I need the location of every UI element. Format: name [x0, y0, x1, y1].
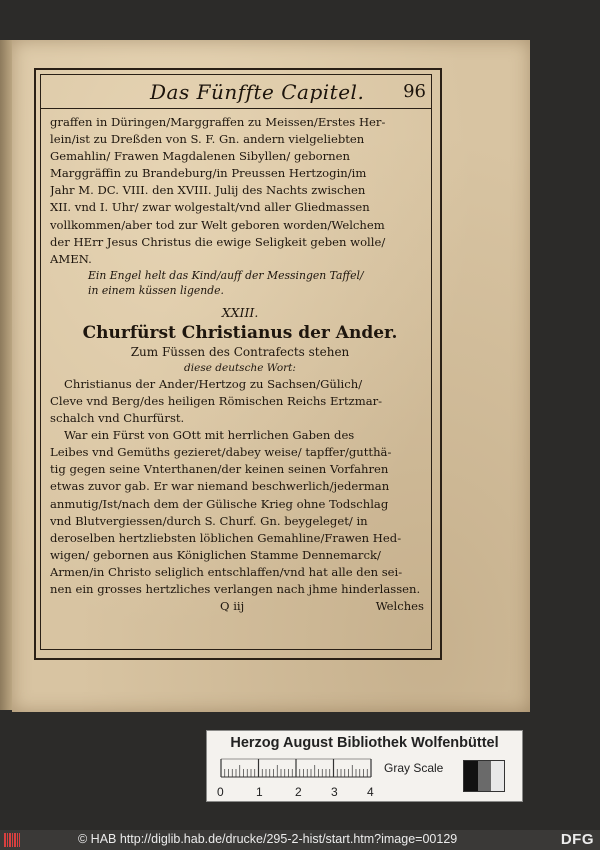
caption-line: Ein Engel helt das Kind/auff der Messingen Taffel/ [88, 268, 364, 282]
text-line: Marggräffin zu Brandeburg/in Preussen Hertzogin/im [50, 166, 367, 181]
ruler-number: 3 [331, 785, 338, 799]
barcode-icon [4, 833, 20, 847]
text-line: nen ein grosses hertzliches verlangen nach jhme hinderlassen. [50, 581, 421, 596]
text-line: anmutig/Ist/nach dem der Gülische Krieg ohne Todschlag [50, 496, 389, 511]
section-number: XXIII. [221, 304, 259, 320]
text-line: War ein Fürst von GOtt mit herrlichen Gaben des [64, 428, 355, 443]
ruler-number: 4 [367, 785, 374, 799]
section-subtitle: Zum Füssen des Contrafects stehen [130, 344, 350, 359]
ruler-number: 2 [295, 785, 302, 799]
text-line: Cleve vnd Berg/des heiligen Römischen Reichs Ertzmar- [50, 393, 383, 408]
text-line: deroselben hertzliebsten löblichen Gemahline/Frawen Hed- [50, 530, 402, 545]
signature-mark: Q iij [220, 599, 245, 614]
header-rule [40, 108, 432, 109]
dfg-logo: DFG [560, 831, 594, 848]
text-line: Leibes vnd Gemüths gezieret/dabey weise/ tapffer/gutthä- [50, 445, 392, 460]
text-line: etwas zuvor gab. Er war niemand beschwerlich/jederman [50, 479, 390, 494]
gray-swatch [478, 761, 491, 791]
page-number: 96 [403, 81, 426, 102]
text-line: lein/ist zu Dreßden von S. F. Gn. andern vielgeliebten [50, 132, 365, 147]
text-line: Christianus der Ander/Hertzog zu Sachsen/Gülich/ [64, 376, 363, 391]
text-line: Jahr M. DC. VIII. den XVIII. Julij des Nachts zwischen [50, 183, 366, 198]
text-line: schalch vnd Churfürst. [50, 411, 185, 426]
section-title: Churfürst Christianus der Ander. [82, 322, 398, 343]
text-line: vnd Blutvergiessen/durch S. Churf. Gn. beygeleget/ in [50, 513, 368, 528]
text-line: AMEN. [50, 251, 92, 266]
viewer-footer [0, 830, 600, 850]
text-line: wigen/ gebornen aus Königlichen Stamme Dennemarck/ [50, 547, 381, 562]
catchword: Welches [375, 599, 424, 614]
page-text [50, 114, 430, 615]
caption-line: in einem küssen ligende. [88, 283, 224, 297]
text-line: graffen in Düringen/Marggraffen zu Meissen/Erstes Her- [50, 115, 386, 129]
color-scale-card [206, 730, 523, 802]
text-line: tig gegen seine Vnterthanen/der keinen seinen Vorfahren [50, 462, 389, 477]
image-caption [50, 268, 430, 298]
ruler-number: 1 [256, 785, 263, 799]
ruler-ticks [221, 759, 371, 777]
page-footer-line [50, 598, 430, 615]
text-line: vollkommen/aber tod zur Welt geboren worden/Welchem [50, 217, 385, 232]
chapter-title: Das Fünffte Capitel. [150, 80, 365, 104]
running-head [40, 80, 432, 106]
text-line: der HErr Jesus Christus die ewige Seligkeit geben wolle/ [50, 234, 386, 249]
library-name: Herzog August Bibliothek Wolfenbüttel [230, 735, 499, 751]
ruler-number: 0 [217, 785, 224, 799]
copyright-link[interactable]: © HAB http://diglib.hab.de/drucke/295-2-hist/start.htm?image=00129 [78, 832, 458, 846]
text-line: XII. vnd I. Uhr/ zwar wolgestalt/vnd aller Gliedmassen [50, 200, 370, 215]
text-line: Armen/in Christo seliglich entschlaffen/vnd hat alle den sei- [50, 564, 403, 579]
text-line: Gemahlin/ Frawen Magdalenen Sibyllen/ gebornen [50, 149, 350, 164]
gray-scale-label: Gray Scale [384, 761, 444, 775]
gray-scale-swatches [463, 760, 505, 792]
gray-swatch [464, 761, 478, 791]
gray-swatch [491, 761, 504, 791]
section-subtitle-small: diese deutsche Wort: [184, 361, 296, 374]
